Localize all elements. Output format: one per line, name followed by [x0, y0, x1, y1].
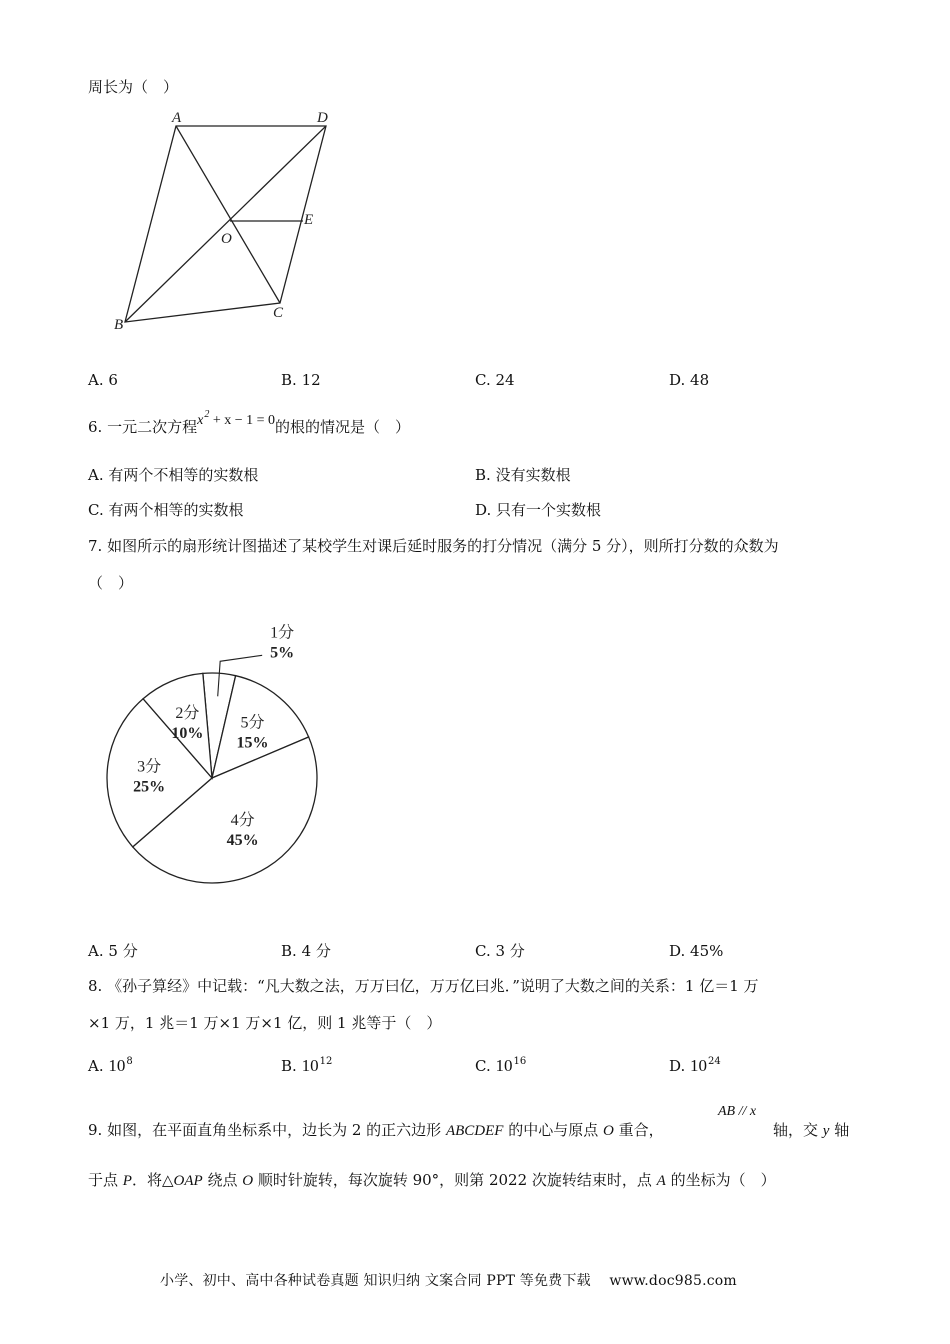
- q6-equation: $x^2 + x - 1 = 0$: [197, 409, 275, 428]
- pie-label-1: 1分: [270, 624, 295, 642]
- pie-label-4: 3分: [137, 758, 162, 776]
- label-e: E: [304, 212, 314, 228]
- q5-option-c[interactable]: C. 24: [475, 371, 515, 389]
- footer: [160, 1270, 737, 1290]
- pie-value-label-1: 5%: [270, 644, 295, 662]
- pie-label-2: 5分: [240, 714, 265, 732]
- pie-value-label-4: 25%: [133, 778, 166, 796]
- q7-option-a[interactable]: A. 5 分: [88, 942, 138, 960]
- footer-link[interactable]: www.doc985.com: [609, 1273, 737, 1289]
- q5-option-a[interactable]: A. 6: [88, 371, 118, 389]
- diagonal-bd: [125, 126, 326, 322]
- q9-parallel-expr: AB // x: [718, 1104, 757, 1119]
- parallelogram-figure: [100, 100, 350, 340]
- q8-option-c[interactable]: C. $10^{16}$: [475, 1056, 527, 1075]
- q8-option-b[interactable]: B. $10^{12}$: [281, 1056, 333, 1075]
- q6-option-c[interactable]: C. 有两个相等的实数根: [88, 501, 244, 519]
- pie-label-5: 2分: [175, 705, 200, 723]
- q8-stem-line1: 8. 《孙子算经》中记载：“凡大数之法，万万曰亿，万万亿曰兆．”说明了大数之间的关系：1 亿＝1 万: [88, 977, 759, 995]
- q6-option-b[interactable]: B. 没有实数根: [475, 466, 571, 484]
- q7-stem-line1: 7. 如图所示的扇形统计图描述了某校学生对课后延时服务的打分情况（满分 5 分），则所打分数的众数为: [88, 537, 779, 555]
- pie-value-label-5: 10%: [171, 725, 204, 743]
- q9-stem-line2: 于点 P．将△OAP 绕点 O 顺时针旋转，每次旋转 90°，则第 2022 次旋转结束时，点 A 的坐标为（ ）: [88, 1171, 776, 1189]
- q8-stem-line2: ×1 万，1 兆＝1 万×1 万×1 亿，则 1 兆等于（ ）: [88, 1014, 442, 1032]
- label-b: B: [114, 317, 124, 333]
- q8-option-d[interactable]: D. $10^{24}$: [669, 1056, 721, 1075]
- q6-stem: 6. 一元二次方程$x^2 + x - 1 = 0$的根的情况是（ ）: [88, 409, 411, 436]
- pie-value-label-2: 15%: [236, 734, 269, 752]
- pie-value-label-3: 45%: [226, 831, 259, 849]
- pie-chart: [95, 615, 335, 895]
- q7-stem-line2: （ ）: [88, 574, 134, 592]
- diagonal-ac: [176, 126, 280, 303]
- q6-option-a[interactable]: A. 有两个不相等的实数根: [88, 466, 259, 484]
- q9-stem-line1-end: 轴，交 y 轴: [773, 1121, 850, 1139]
- q5-stem-tail: 周长为（ ）: [88, 78, 179, 96]
- label-c: C: [273, 305, 284, 321]
- label-a: A: [172, 110, 182, 126]
- q8-option-a[interactable]: A. $10^8$: [88, 1056, 133, 1075]
- q9-stem-line1: 9. 如图，在平面直角坐标系中，边长为 2 的正六边形 ABCDEF 的中心与原点 O 重合，: [88, 1121, 664, 1139]
- label-d: D: [317, 110, 328, 126]
- q7-option-b[interactable]: B. 4 分: [281, 942, 331, 960]
- pie-label-3: 4分: [230, 811, 255, 829]
- q5-option-d[interactable]: D. 48: [669, 371, 710, 389]
- q7-option-c[interactable]: C. 3 分: [475, 942, 525, 960]
- label-o: O: [221, 231, 232, 247]
- q6-option-d[interactable]: D. 只有一个实数根: [475, 501, 602, 519]
- q7-option-d[interactable]: D. 45%: [669, 942, 724, 960]
- footer-text: 小学、初中、高中各种试卷真题 知识归纳 文案合同 PPT 等免费下载: [160, 1273, 591, 1289]
- q5-option-b[interactable]: B. 12: [281, 371, 321, 389]
